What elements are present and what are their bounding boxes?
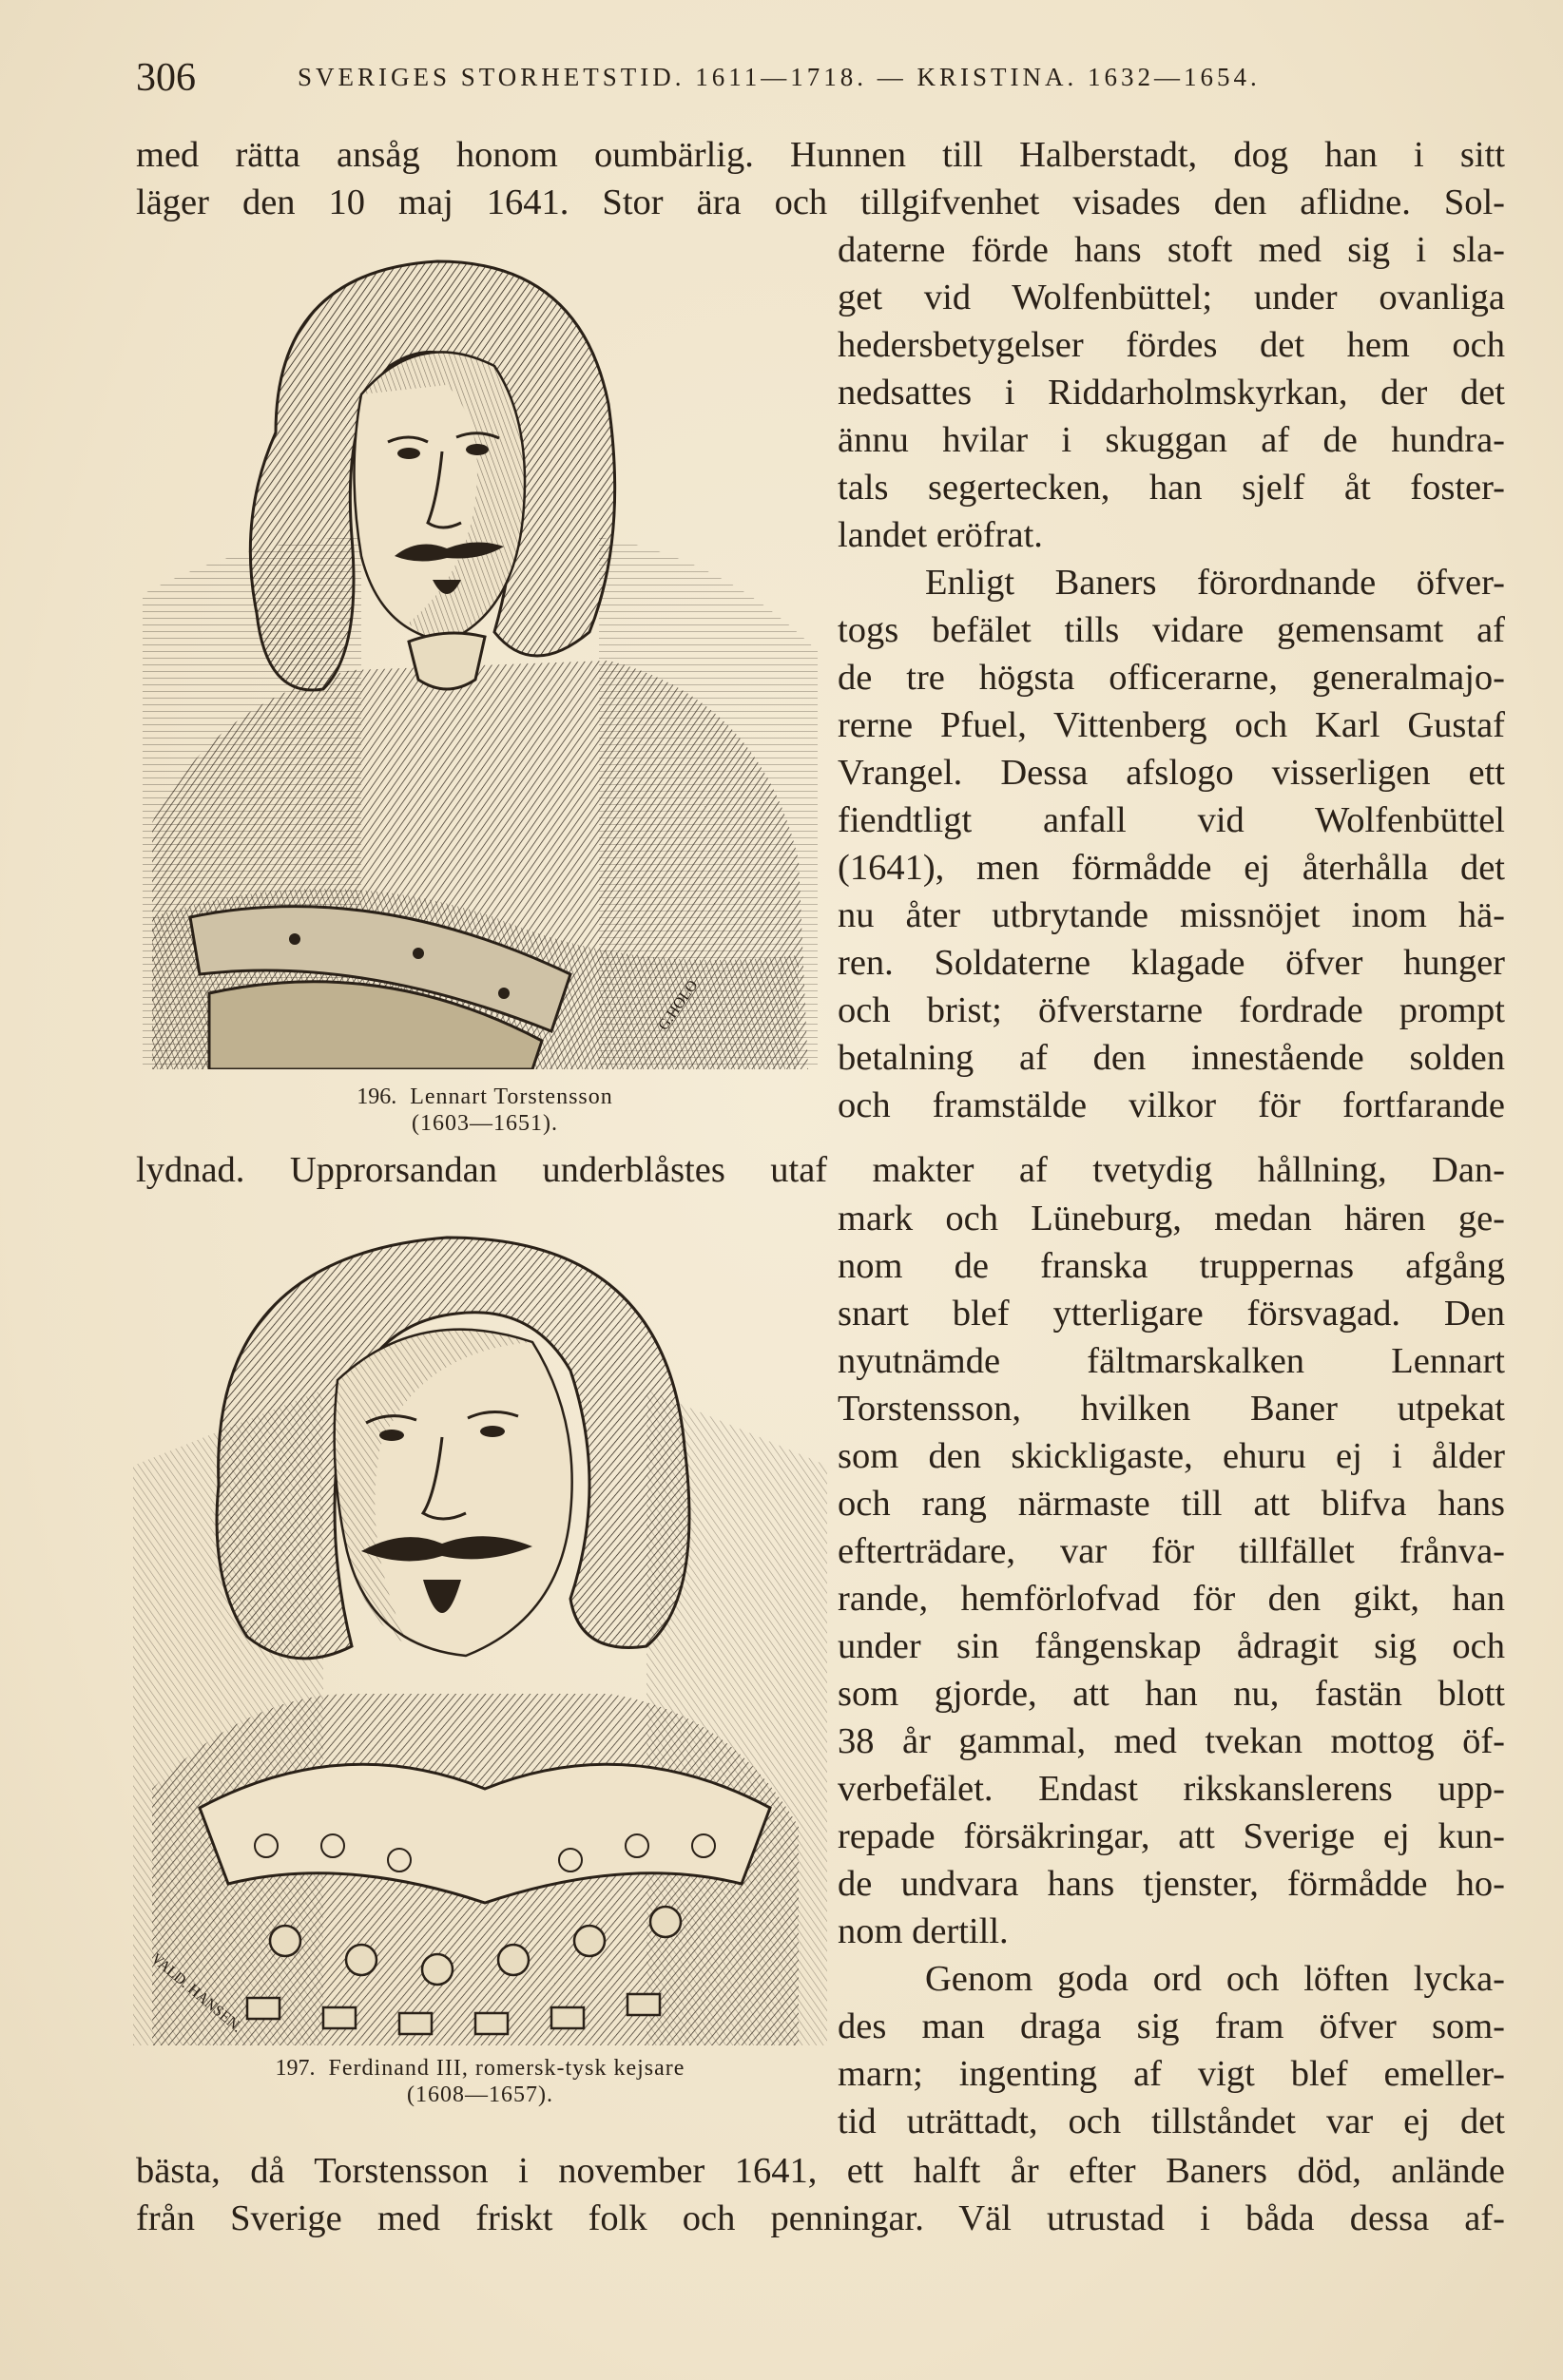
text-line: betalning af den innestående solden [838,1038,1505,1078]
text-line: repade försäkringar, att Sverige ej kun- [838,1816,1505,1856]
running-head: SVERIGES STORHETSTID. 1611—1718. — KRISTINA. 1632—1654. [298,63,1261,91]
text-line: snart blef ytterligare försvagad. Den [838,1294,1505,1334]
caption-197 [176,2055,784,2108]
figure-dates: (1603—1651). [412,1111,558,1136]
text-line: daterne förde hans stoft med sig i sla- [838,230,1505,270]
figure-dates: (1608—1657). [407,2082,553,2107]
text-line: nom de franska truppernas afgång [838,1246,1505,1286]
text-line: verbefälet. Endast rikskanslerens upp- [838,1769,1505,1809]
figure-title: Lennart Torstensson [410,1084,613,1109]
text-line: efterträdare, var för tillfället frånva- [838,1531,1505,1571]
text-line: Torstensson, hvilken Baner utpekat [838,1389,1505,1429]
text-line: läger den 10 maj 1641. Stor ära och tillgifvenhet visades den aflidne. Sol- [136,182,1505,222]
text-line: landet eröfrat. [838,515,1043,555]
text-line: tals segertecken, han sjelf åt foster- [838,468,1505,508]
text-line: de undvara hans tjenster, förmådde ho- [838,1864,1505,1904]
text-line: hedersbetygelser fördes det hem och [838,325,1505,365]
page-header [136,55,1486,112]
figure-number: 196. [357,1084,397,1109]
text-line: och brist; öfverstarne fordrade prompt [838,990,1505,1030]
text-line: togs befälet tills vidare gemensamt af [838,610,1505,650]
figure-number: 197. [275,2056,316,2081]
text-line: marn; ingenting af vigt blef emeller- [838,2054,1505,2094]
text-line: des man draga sig fram öfver som- [838,2006,1505,2046]
text-line: nyutnämde fältmarskalken Lennart [838,1341,1505,1381]
text-line: (1641), men förmådde ej återhålla det [838,848,1505,888]
text-line: under sin fångenskap ådragit sig och [838,1626,1505,1666]
text-line: som den skickligaste, ehuru ej i ålder [838,1436,1505,1476]
svg-text:VALD. HANSEN.: VALD. HANSEN. [147,1950,245,2036]
text-line: från Sverige med friskt folk och penningar. Väl utrustad i båda dessa af- [136,2198,1505,2238]
portrait-figure-197 [133,1200,827,2045]
text-line: och framstälde vilkor för fortfarande [838,1085,1505,1125]
text-line: tid uträttadt, och tillståndet var ej det [838,2102,1505,2141]
portrait-figure-196 [133,252,827,1069]
text-line: get vid Wolfenbüttel; under ovanliga [838,278,1505,317]
text-line: rerne Pfuel, Vittenberg och Karl Gustaf [838,705,1505,745]
text-line: rande, hemförlofvad för den gikt, han [838,1579,1505,1619]
text-line: de tre högsta officerarne, generalmajo- [838,658,1505,698]
caption-196 [285,1084,685,1137]
page-number: 306 [136,56,196,100]
text-line: 38 år gammal, med tvekan mottog öf- [838,1721,1505,1761]
text-line: Enligt Baners förordnande öfver- [925,563,1505,603]
svg-text:G.HOLO: G.HOLO [655,977,702,1034]
text-line: mark och Lüneburg, medan hären ge- [838,1199,1505,1238]
text-line: nu åter utbrytande missnöjet inom hä- [838,895,1505,935]
text-line: Genom goda ord och löften lycka- [925,1959,1505,1999]
text-line: nom dertill. [838,1911,1009,1951]
engraved-portrait-torstensson [133,252,827,1069]
text-line: ren. Soldaterne klagade öfver hunger [838,943,1505,983]
text-line: ännu hvilar i skuggan af de hundra- [838,420,1505,460]
engraved-portrait-ferdinand-iii [133,1200,827,2045]
text-line: lydnad. Upprorsandan underblåstes utaf makter af tvetydig hållning, Dan- [136,1150,1505,1190]
text-line: nedsattes i Riddarholmskyrkan, der det [838,373,1505,413]
figure-title: Ferdinand III, romersk-tysk kejsare [328,2056,685,2081]
text-line: fiendtligt anfall vid Wolfenbüttel [838,800,1505,840]
text-line: Vrangel. Dessa afslogo visserligen ett [838,753,1505,793]
text-line: med rätta ansåg honom oumbärlig. Hunnen till Halberstadt, dog han i sitt [136,135,1505,175]
text-line: och rang närmaste till att blifva hans [838,1484,1505,1524]
text-line: bästa, då Torstensson i november 1641, ett halft år efter Baners död, anlände [136,2151,1505,2191]
text-line: som gjorde, att han nu, fastän blott [838,1674,1505,1714]
